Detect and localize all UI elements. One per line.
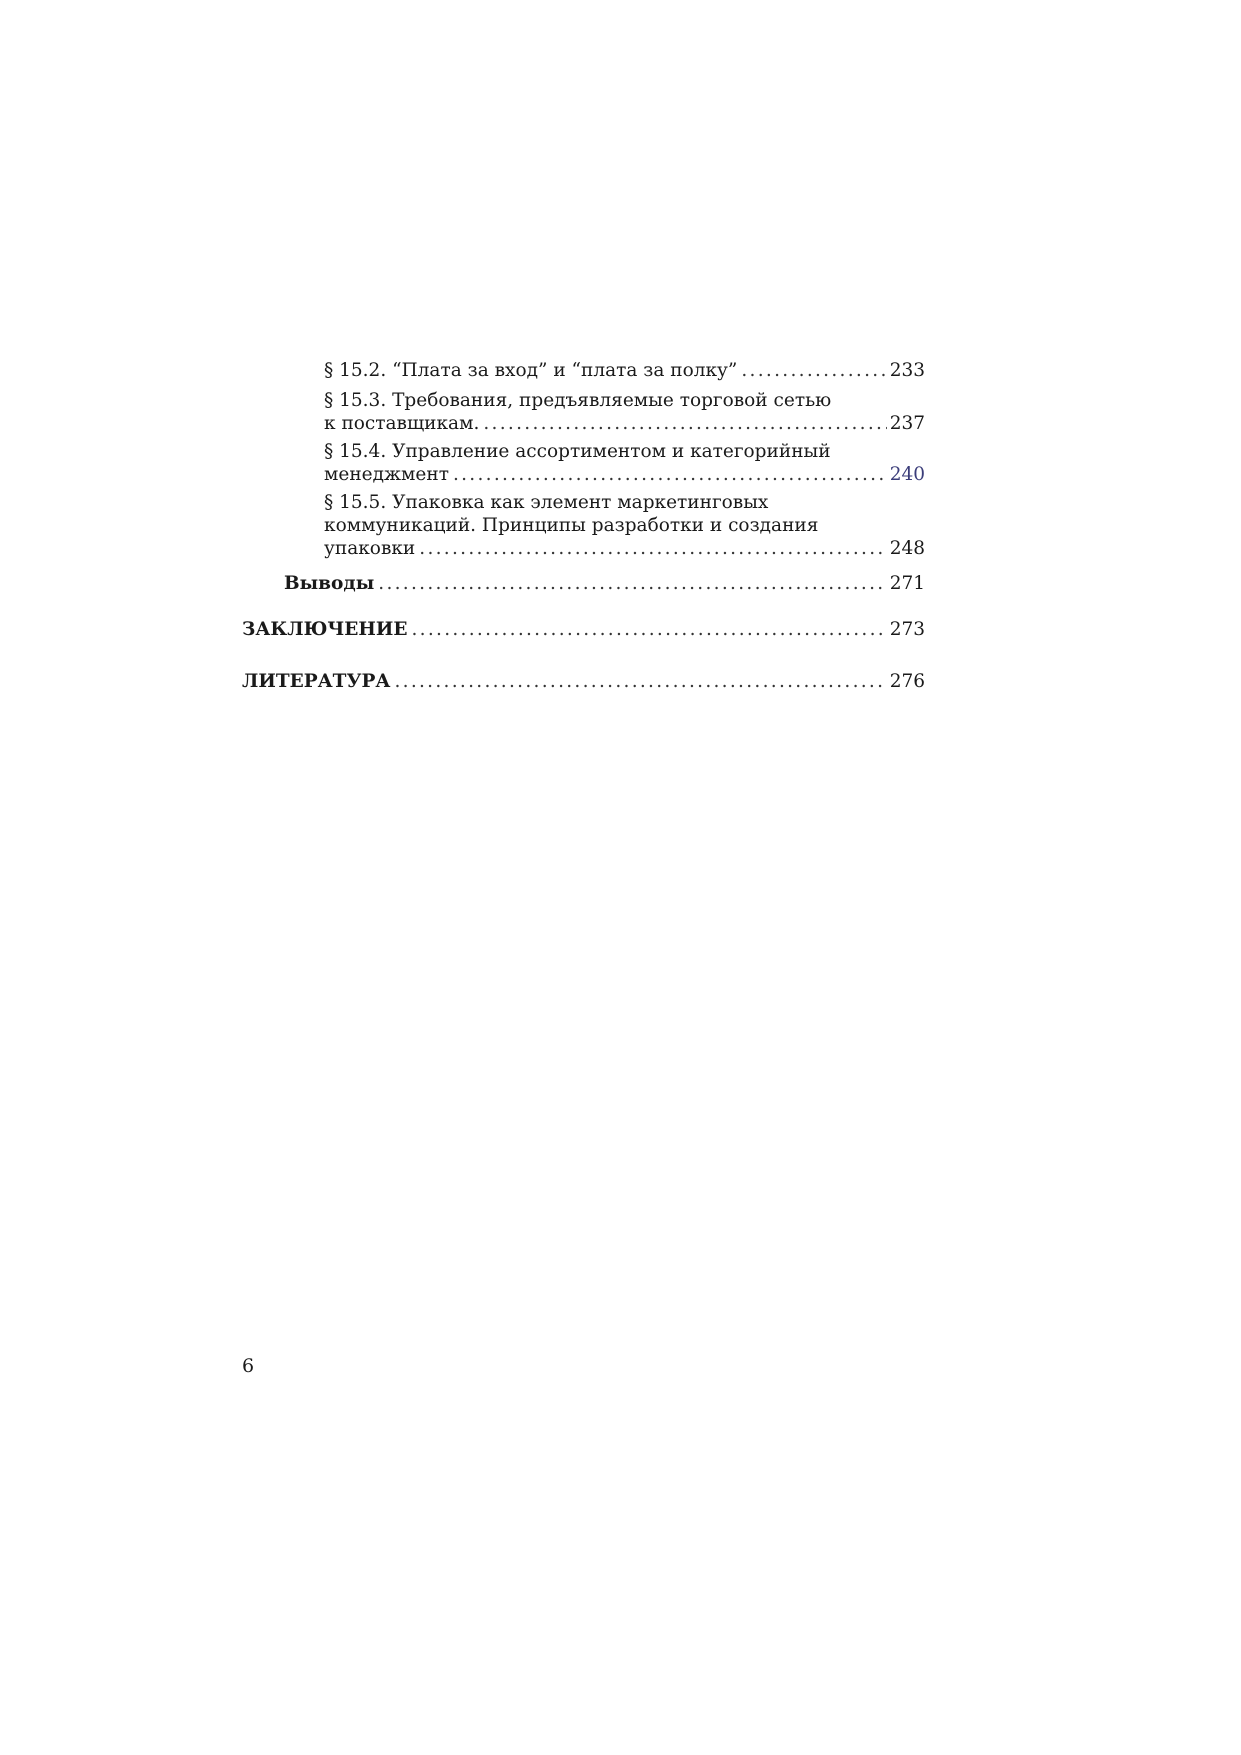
toc-page-number: 248 [889, 538, 925, 559]
toc-entry-literatura[interactable] [242, 670, 925, 693]
toc-page-number: 233 [889, 360, 925, 381]
toc-entry-title-cont: менеджмент [324, 464, 449, 485]
toc-page-number: 237 [889, 413, 925, 434]
toc-entry-title: ЗАКЛЮЧЕНИЕ [242, 619, 408, 640]
toc-entry-title: § 15.4. Управление ассортиментом и категорийный [324, 441, 831, 462]
page-number: 6 [242, 1355, 255, 1377]
toc-entry-15-2[interactable] [324, 359, 925, 382]
dot-leader [378, 572, 886, 595]
toc-entry-conclusions[interactable] [284, 572, 925, 595]
dot-leader [411, 618, 886, 641]
toc-page-number: 271 [889, 573, 925, 594]
toc-page-number: 273 [889, 619, 925, 640]
dot-leader [419, 537, 886, 560]
toc-page-number: 276 [889, 671, 925, 692]
toc-entry-15-3[interactable] [324, 389, 925, 435]
toc-entry-title: Выводы [284, 573, 375, 594]
toc-entry-zaklyuchenie[interactable] [242, 618, 925, 641]
toc-entry-title-cont: упаковки [324, 538, 416, 559]
dot-leader [741, 359, 886, 382]
toc-entry-15-4[interactable] [324, 440, 925, 486]
toc-entry-title: § 15.3. Требования, предъявляемые торговой сетью [324, 390, 832, 411]
toc-entry-title: ЛИТЕРАТУРА [242, 671, 391, 692]
dot-leader [394, 670, 886, 693]
toc-entry-title: § 15.2. “Плата за вход” и “плата за полку” [324, 360, 738, 381]
toc-page-number: 240 [889, 464, 925, 485]
dot-leader [453, 463, 887, 486]
toc-entry-15-5[interactable] [324, 491, 925, 560]
toc-entry-title-cont: к поставщикам. [324, 413, 480, 434]
toc-entry-title: § 15.5. Упаковка как элемент маркетинговых [324, 492, 769, 513]
dot-leader [483, 412, 886, 435]
toc-entry-title-cont: коммуникаций. Принципы разработки и создания [324, 515, 819, 536]
